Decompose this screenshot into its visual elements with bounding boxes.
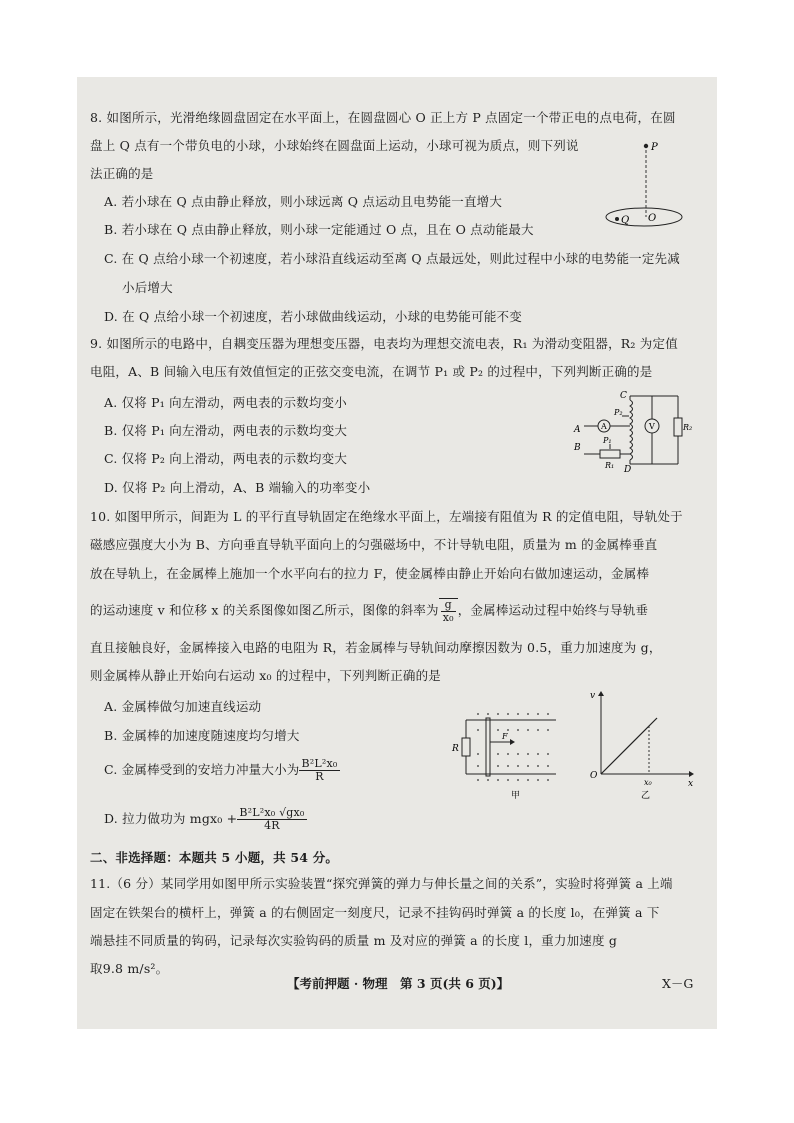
q10-stem-line2: 磁感应强度大小为 B、方向垂直导轨平面向上的匀强磁场中，不计导轨电阻，质量为 m 的金属棒垂直 — [90, 537, 658, 552]
q8-option-c-line1: C. 在 Q 点给小球一个初速度，若小球沿直线运动至离 Q 点最远处，则此过程中小球的电势能一定先减 — [104, 251, 680, 266]
q9-voltmeter-label: V — [649, 422, 655, 431]
q10-figure-jia — [448, 712, 558, 802]
q10-option-c-num: B²L²x₀ — [301, 757, 338, 770]
q10-option-d-num: B²L²x₀ √gx₀ — [239, 806, 305, 819]
q10-option-c-pre: C. 金属棒受到的安培力冲量大小为 — [104, 762, 300, 777]
q10-caption-yi: 乙 — [641, 791, 651, 801]
q9-transformer-coil — [630, 400, 633, 460]
q8-option-b: B. 若小球在 Q 点由静止释放，则小球一定能通过 O 点，且在 O 点动能最大 — [104, 222, 534, 237]
q11-line4: 取9.8 m/s²。 — [90, 961, 169, 976]
q8-stem-line1: 8. 如图所示，光滑绝缘圆盘固定在水平面上，在圆盘圆心 O 正上方 P 点固定一个带正电的点电荷，在圆 — [90, 110, 676, 125]
q8-stem-line3: 法正确的是 — [90, 166, 154, 181]
q11-line3: 端悬挂不同质量的钩码，记录每次实验钩码的质量 m 及对应的弹簧 a 的长度 l，重力加速度 g — [90, 933, 618, 948]
q10-metal-rod — [486, 718, 490, 776]
q9-label-a: A — [574, 425, 581, 435]
q9-r1 — [600, 450, 620, 458]
q11-line1: 11.（6 分）某同学用如图甲所示实验装置“探究弹簧的弹力与伸长量之间的关系”，实验时将弹簧 a 上端 — [90, 876, 673, 891]
q10-stem-line4-pre: 的运动速度 v 和位移 x 的关系图像如图乙所示，图像的斜率为 — [90, 602, 439, 618]
q8-disc — [606, 208, 682, 226]
q10-force-arrowhead — [510, 739, 515, 745]
q10-slope-sqrt — [439, 598, 458, 624]
q11-line2: 固定在铁架台的横杆上，弹簧 a 的右侧固定一刻度尺，记录不挂钩码时弹簧 a 的长度 l₀，在弹簧 a 下 — [90, 905, 660, 920]
q10-label-x: x — [688, 779, 694, 789]
q8-disc-figure — [600, 135, 695, 235]
q10-label-r: R — [452, 744, 459, 754]
q9-ammeter-label: A — [601, 422, 607, 431]
q9-stem-line2: 电阻，A、B 间输入电压有效值恒定的正弦交变电流，在调节 P₁ 或 P₂ 的过程中，下列判断正确的是 — [90, 364, 653, 379]
q10-label-x0: x₀ — [644, 778, 652, 787]
q8-label-p: P — [651, 142, 658, 153]
q10-field-dots — [477, 713, 549, 781]
q9-label-d: D — [624, 465, 632, 474]
q10-slope-fraction — [441, 599, 456, 624]
q10-caption-jia: 甲 — [511, 791, 521, 801]
q10-option-d-fraction — [237, 807, 306, 832]
q10-stem-line6: 则金属棒从静止开始向右运动 x₀ 的过程中，下列判断正确的是 — [90, 668, 442, 683]
q8-point-q — [615, 217, 619, 221]
q9-label-p1: P₁ — [603, 436, 612, 445]
q10-stem-line3: 放在导轨上，在金属棒上施加一个水平向右的拉力 F，使金属棒由静止开始向右做加速运动，金属棒 — [90, 566, 650, 581]
q9-option-b: B. 仅将 P₁ 向左滑动，两电表的示数均变大 — [104, 423, 348, 438]
q8-label-o: O — [648, 213, 657, 224]
q10-option-d-den: 4R — [264, 819, 280, 832]
q8-label-q: Q — [621, 215, 630, 226]
page-code: X－G — [662, 976, 694, 991]
q10-x-axis-arrow — [689, 771, 694, 777]
q10-option-d — [104, 807, 307, 832]
q10-option-c-den: R — [315, 770, 324, 783]
q10-stem-line4-post: ，金属棒运动过程中始终与导轨垂 — [457, 602, 649, 618]
q9-label-r1: R₁ — [605, 461, 615, 470]
q10-v-axis-arrow — [598, 691, 604, 696]
q10-option-a: A. 金属棒做匀加速直线运动 — [104, 699, 262, 714]
q8-point-p — [644, 144, 648, 148]
q9-r2 — [674, 418, 682, 436]
q10-slope-den: x₀ — [442, 611, 454, 624]
q9-stem-line1: 9. 如图所示的电路中，自耦变压器为理想变压器，电表均为理想交流电表，R₁ 为滑动变阻器，R₂ 为定值 — [90, 336, 678, 351]
q10-option-c-fraction — [299, 758, 339, 783]
q9-option-c: C. 仅将 P₂ 向上滑动，两电表的示数均变大 — [104, 451, 348, 466]
page-footer: 【考前押题 · 物理 第 3 页(共 6 页)】 — [287, 976, 510, 991]
q10-figure-yi — [585, 690, 695, 802]
q8-option-a: A. 若小球在 Q 点由静止释放，则小球远离 Q 点运动且电势能一直增大 — [104, 194, 503, 209]
q9-label-c: C — [620, 391, 627, 401]
q9-circuit-figure — [570, 388, 695, 474]
q9-option-d: D. 仅将 P₂ 向上滑动，A、B 端输入的功率变小 — [104, 480, 371, 495]
q10-stem-line4 — [90, 598, 648, 624]
q10-label-f: F — [502, 732, 508, 741]
q9-label-r2: R₂ — [683, 423, 693, 432]
q10-label-origin: O — [590, 771, 598, 781]
q9-label-p2: P₂ — [614, 408, 623, 417]
q10-option-b: B. 金属棒的加速度随速度均匀增大 — [104, 728, 300, 743]
q10-stem-line5: 直且接触良好，金属棒接入电路的电阻为 R，若金属棒与导轨间动摩擦因数为 0.5，重力加速度为 g， — [90, 640, 662, 655]
q10-stem-line1: 10. 如图甲所示，间距为 L 的平行直导轨固定在绝缘水平面上，左端接有阻值为 R 的定值电阻，导轨处于 — [90, 509, 683, 524]
q9-option-a: A. 仅将 P₁ 向左滑动，两电表的示数均变小 — [104, 395, 347, 410]
q8-stem-line2: 盘上 Q 点有一个带负电的小球，小球始终在圆盘面上运动，小球可视为质点，则下列说 — [90, 138, 579, 153]
q8-option-c-line2: 小后增大 — [122, 280, 173, 295]
q10-label-v: v — [590, 691, 596, 701]
q10-option-c — [104, 758, 340, 783]
section2-title: 二、非选择题：本题共 5 小题，共 54 分。 — [90, 850, 339, 865]
q9-label-b: B — [574, 443, 581, 453]
q10-option-d-pre: D. 拉力做功为 mgx₀ + — [104, 811, 238, 826]
q10-slope-num: g — [441, 599, 456, 612]
q10-resistor — [462, 738, 470, 756]
q8-option-d: D. 在 Q 点给小球一个初速度，若小球做曲线运动，小球的电势能可能不变 — [104, 309, 522, 324]
